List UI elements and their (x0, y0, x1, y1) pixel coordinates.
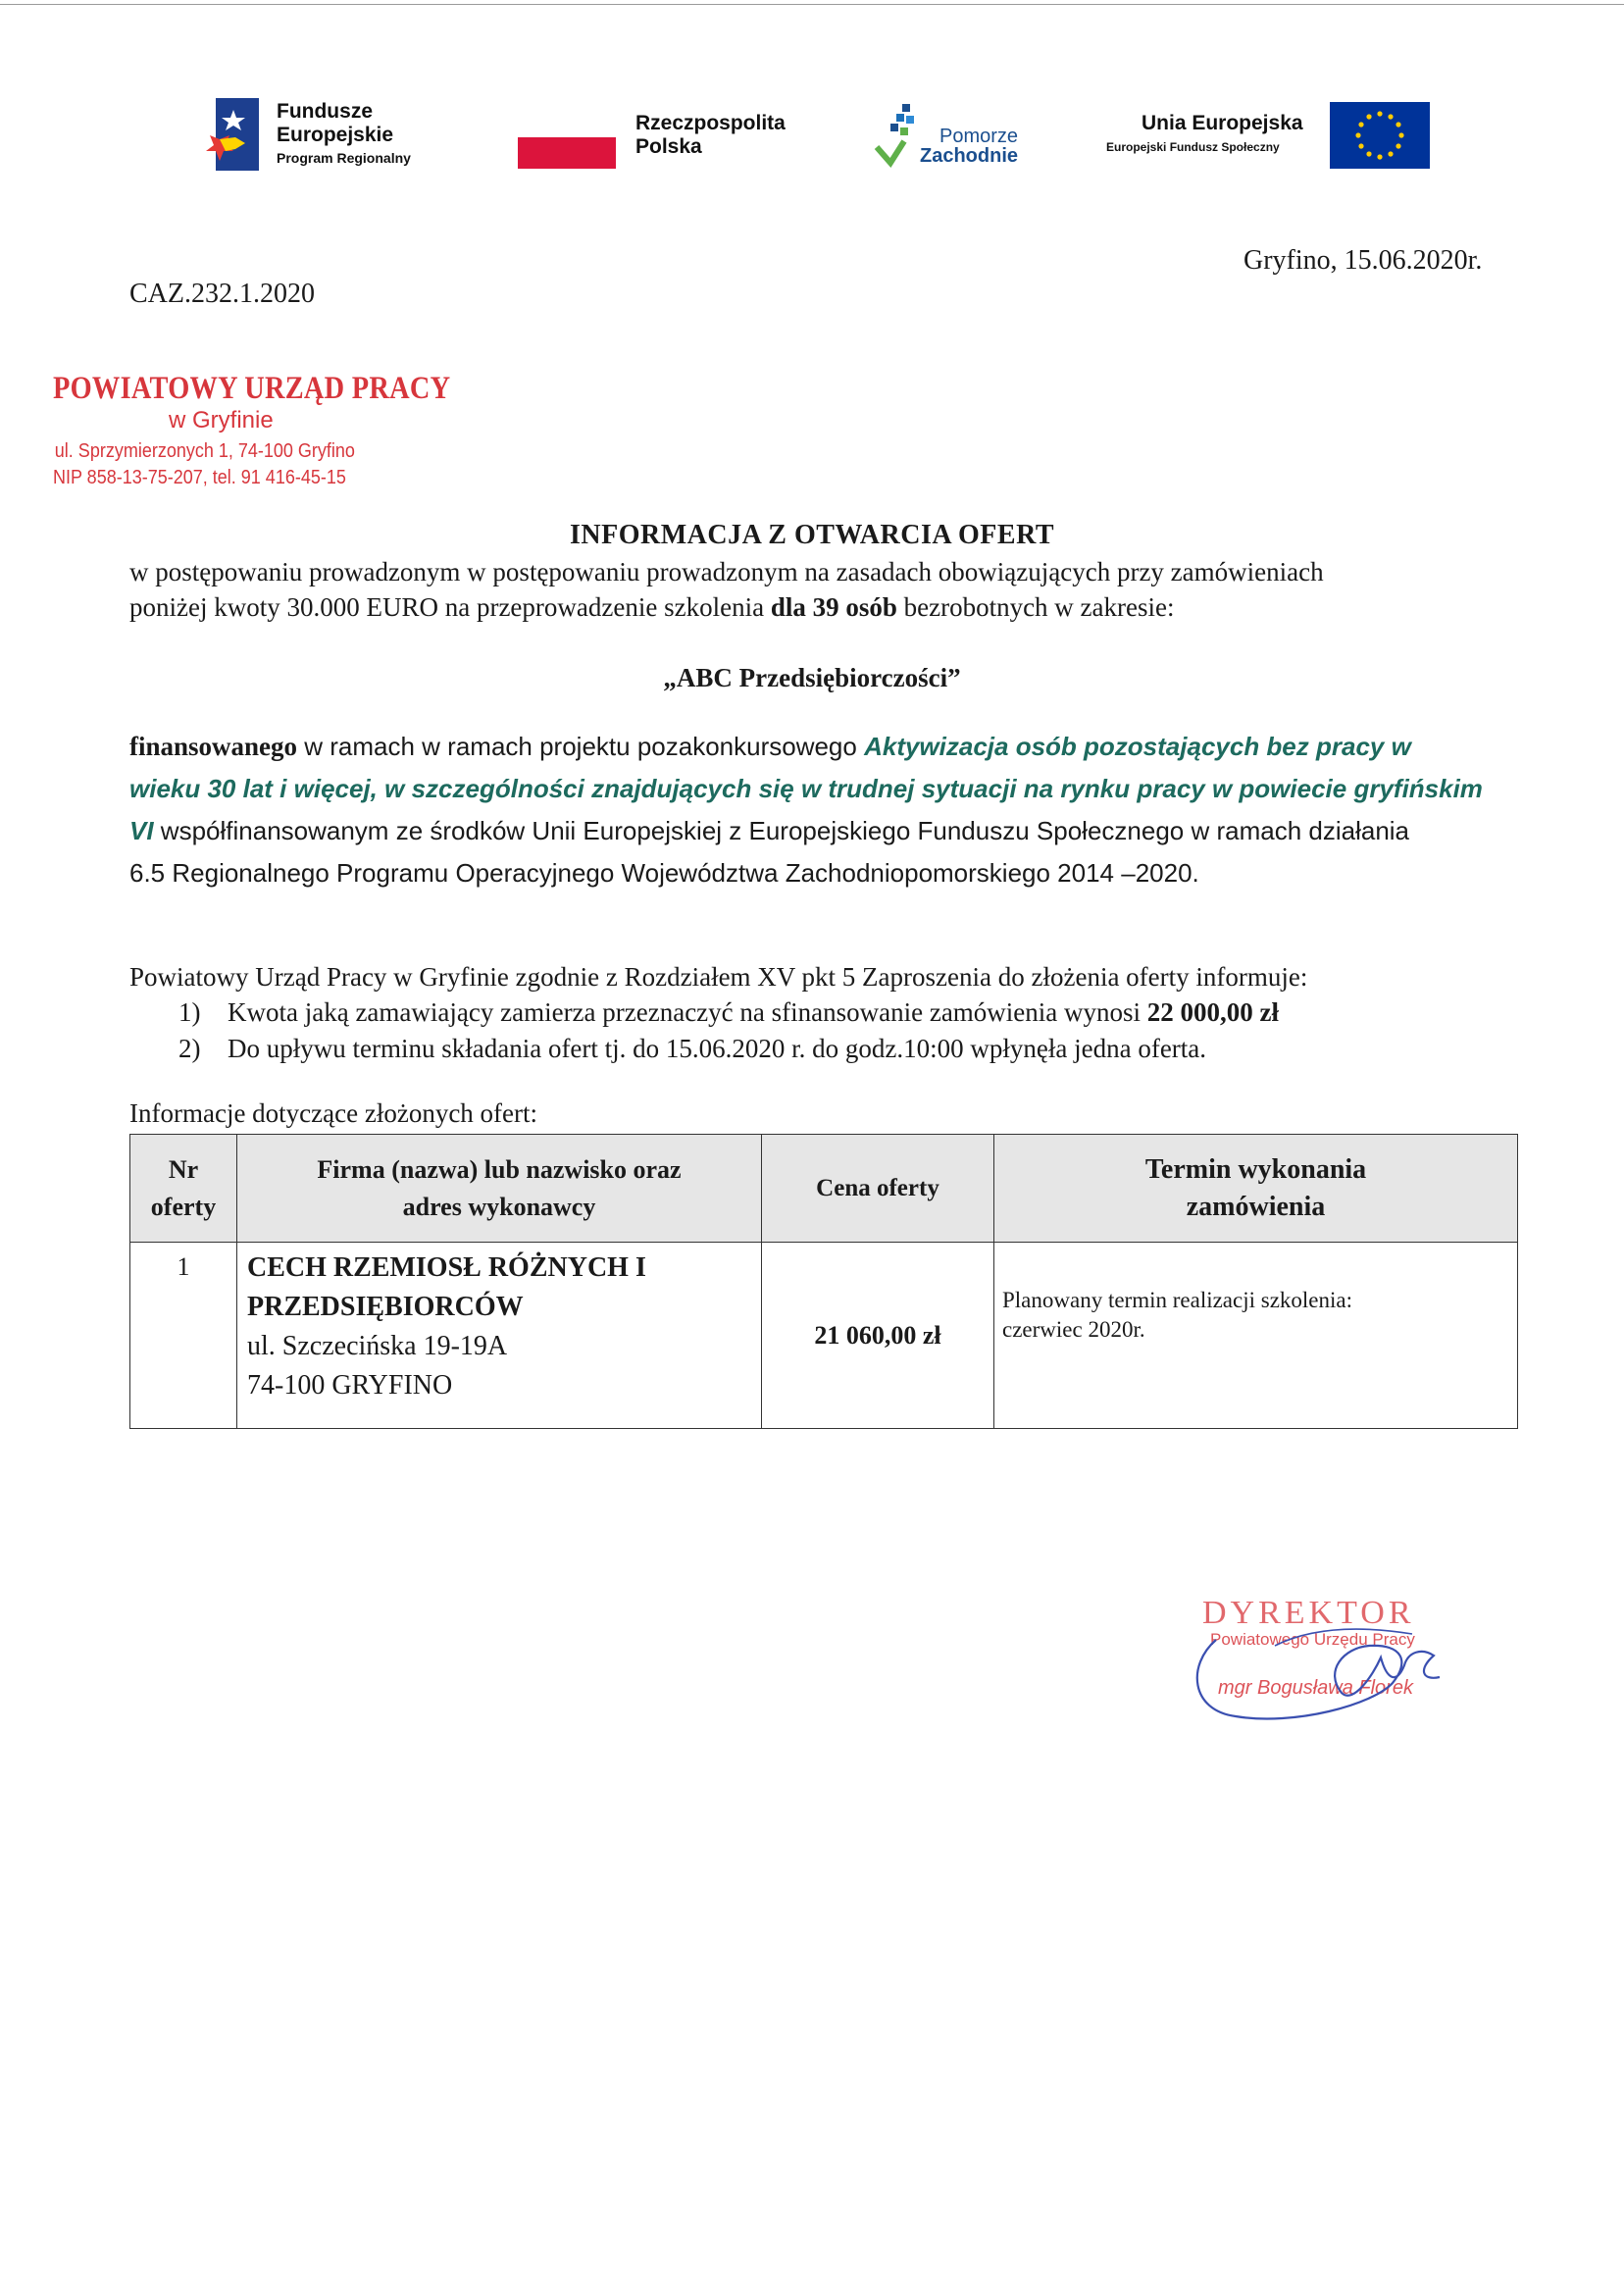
director-signature-stamp (1177, 1587, 1500, 1734)
header-price: Cena oferty (762, 1135, 994, 1243)
logo-unia-europejska (1098, 102, 1432, 171)
project-name-line1: Aktywizacja osób pozostających bez pracy w (864, 732, 1411, 761)
cell-term (994, 1243, 1518, 1429)
info-item-1-number: 1) (178, 997, 201, 1027)
pz-line1: Pomorze (939, 126, 1019, 147)
project-name-line2: wieku 30 lat i więcej, w szczególności znajdujących się w trudnej sytuacji na rynku pracy w powiecie gryfińskim (129, 774, 1483, 803)
firm-name-line2: PRZEDSIĘBIORCÓW (247, 1292, 524, 1322)
stamp-address: ul. Sprzymierzonych 1, 74-100 Gryfino (54, 440, 355, 462)
intro-line1: w postępowaniu prowadzonym w postępowaniu prowadzonym na zasadach obowiązujących przy zamówieniach (129, 557, 1324, 586)
top-rule (0, 4, 1624, 5)
stamp-office-name: POWIATOWY URZĄD PRACY (53, 371, 451, 406)
pz-line2: Zachodnie (920, 145, 1019, 167)
financing-part3: 6.5 Regionalnego Programu Operacyjnego Województwa Zachodniopomorskiego 2014 –2020. (129, 858, 1199, 888)
project-name-line3: VI (129, 816, 154, 845)
eu-flag-icon (1330, 102, 1430, 169)
logo-fundusze-europejskie (206, 96, 441, 177)
info-budget-amount: 22 000,00 zł (1146, 997, 1280, 1027)
info-item-2 (178, 1031, 1206, 1066)
table-row (130, 1243, 1518, 1429)
info-item-1-text: Kwota jaką zamawiający zamierza przeznaczyć na sfinansowanie zamówienia wynosi (228, 997, 1147, 1027)
logo-rzeczpospolita-polska (518, 110, 822, 171)
page-title: INFORMACJA Z OTWARCIA OFERT (570, 520, 1054, 550)
financing-paragraph (129, 726, 1532, 894)
cell-price: 21 060,00 zł (762, 1243, 994, 1429)
header-offer-number: Nr oferty (130, 1135, 237, 1243)
firm-name-line1: CECH RZEMIOSŁ RÓŻNYCH I (247, 1252, 646, 1283)
polish-flag-icon (518, 110, 616, 169)
info-intro: Powiatowy Urząd Pracy w Gryfinie zgodnie z Rozdziałem XV pkt 5 Zaproszenia do złożenia oferty informuje: (129, 962, 1308, 992)
term-line2: czerwiec 2020r. (1002, 1317, 1145, 1342)
term-line1: Planowany termin realizacji szkolenia: (1002, 1288, 1353, 1312)
reference-number: CAZ.232.1.2020 (129, 279, 315, 309)
intro-participants: dla 39 osób (770, 592, 897, 622)
intro-line2 (129, 589, 1522, 625)
firm-address-line1: ul. Szczecińska 19-19A (247, 1331, 508, 1361)
rp-line1: Rzeczpospolita (635, 112, 786, 134)
financing-line3 (129, 810, 1532, 852)
intro-line2-b: bezrobotnych w zakresie: (896, 592, 1175, 622)
table-caption: Informacje dotyczące złożonych ofert: (129, 1098, 538, 1128)
firm-address-line2: 74-100 GRYFINO (247, 1370, 453, 1401)
offers-table (129, 1134, 1518, 1429)
intro-line2-a: poniżej kwoty 30.000 EURO na przeprowadzenie szkolenia (129, 592, 771, 622)
financing-part1: w ramach w ramach projektu pozakonkursowego (297, 732, 865, 761)
document-date: Gryfino, 15.06.2020r. (1243, 245, 1483, 276)
info-item-2-text: Do upływu terminu składania ofert tj. do 15.06.2020 r. do godz.10:00 wpłynęła jedna oferta. (228, 1034, 1207, 1063)
pomorze-zachodnie-icon (873, 102, 922, 173)
handwritten-signature-icon (1177, 1587, 1500, 1734)
signature-title: DYREKTOR (1202, 1595, 1415, 1631)
logo-pomorze-zachodnie (873, 102, 1049, 173)
info-item-2-number: 2) (178, 1034, 201, 1063)
financing-bold-word: finansowanego (129, 732, 298, 761)
ue-line2: Europejski Fundusz Społeczny (1106, 140, 1280, 154)
cell-firm (237, 1243, 762, 1429)
header-firm: Firma (nazwa) lub nazwisko oraz adres wykonawcy (237, 1135, 762, 1243)
fe-line2: Europejskie (277, 124, 394, 146)
training-name: „ABC Przedsiębiorczości” (663, 663, 961, 692)
table-header-row (130, 1135, 1518, 1243)
rp-line2: Polska (635, 135, 702, 158)
cell-offer-number: 1 (130, 1243, 237, 1429)
office-stamp (53, 371, 451, 489)
stamp-nip-phone: NIP 858-13-75-207, tel. 91 416-45-15 (53, 467, 346, 488)
intro-paragraph (129, 554, 1522, 625)
stamp-city: w Gryfinie (169, 407, 274, 433)
fe-line3: Program Regionalny (277, 150, 411, 166)
info-item-1 (178, 994, 1279, 1030)
signature-name: mgr Bogusława Florek (1218, 1677, 1413, 1699)
financing-line1 (129, 726, 1532, 768)
header-term: Termin wykonania zamówienia (994, 1135, 1518, 1243)
ue-line1: Unia Europejska (1142, 112, 1303, 134)
signature-office: Powiatowego Urzędu Pracy (1210, 1630, 1415, 1649)
financing-part2: współfinansowanym ze środków Unii Europejskiej z Europejskiego Funduszu Społecznego w ramach działania (153, 816, 1410, 845)
fundusze-europejskie-icon (206, 96, 265, 175)
fe-line1: Fundusze (277, 100, 373, 123)
